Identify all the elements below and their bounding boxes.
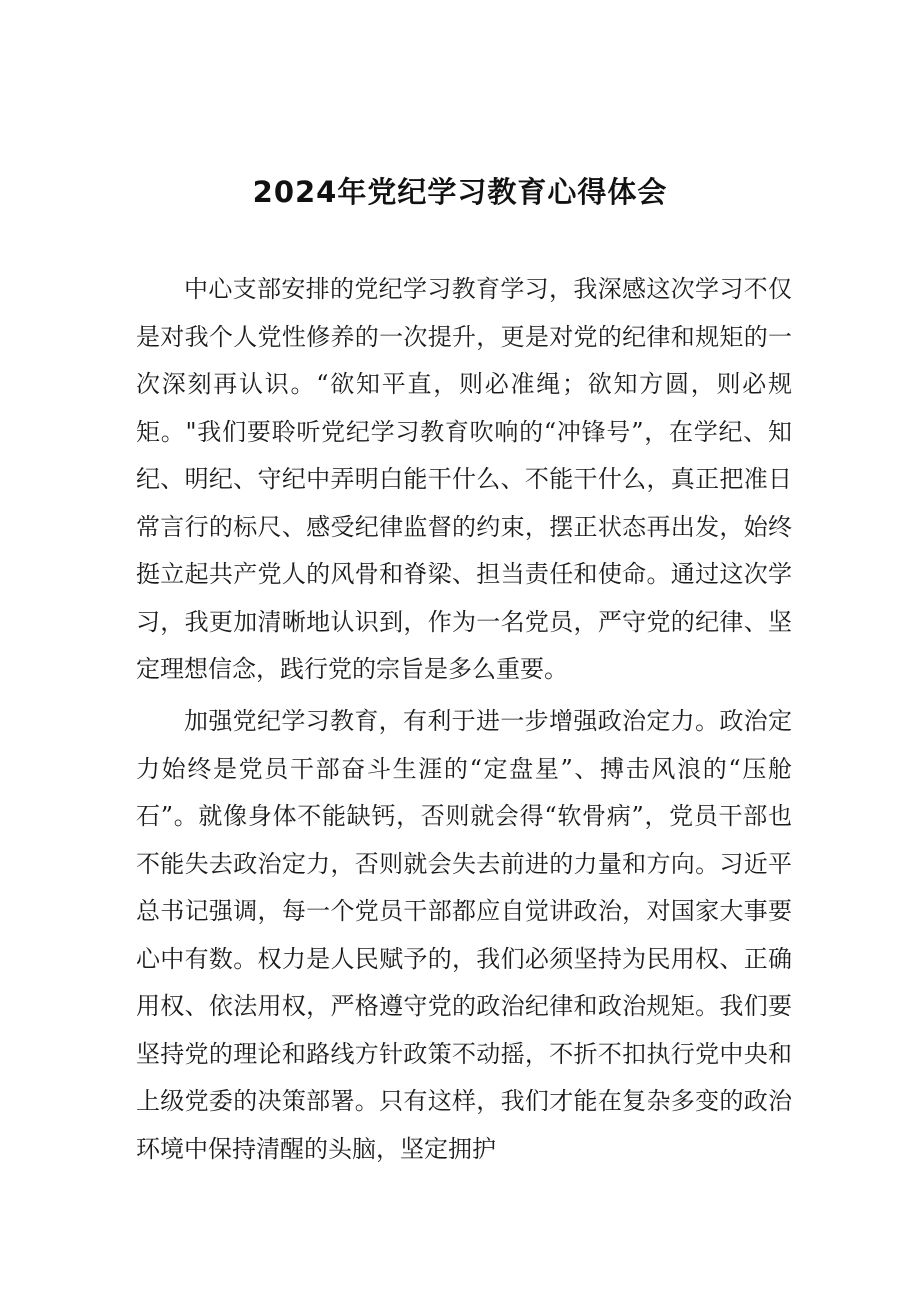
body-paragraph-2: 加强党纪学习教育，有利于进一步增强政治定力。政治定力始终是党员干部奋斗生涯的“定盘星”、搏击风浪的“压舱石”。就像身体不能缺钙，否则就会得“软骨病”，党员干部也不能失去政治定力，否则就会失去前进的力量和方向。习近平总书记强调，每一个党员干部都应自觉讲政治，对国家大事要心中有数。权力是人民赋予的，我们必须坚持为民用权、正确用权、依法用权，严格遵守党的政治纪律和政治规矩。我们要坚持党的理论和路线方针政策不动摇，不折不扣执行党中央和上级党委的决策部署。只有这样，我们才能在复杂多变的政治环境中保持清醒的头脑，坚定拥护	[136, 707, 792, 1163]
body-paragraph-1: 中心支部安排的党纪学习教育学习，我深感这次学习不仅是对我个人党性修养的一次提升，更是对党的纪律和规矩的一次深刻再认识。“欲知平直，则必准绳；欲知方圆，则必规矩。"我们要聆听党纪学习教育吹响的“冲锋号”，在学纪、知纪、明纪、守纪中弄明白能干什么、不能干什么，真正把准日常言行的标尺、感受纪律监督的约束，摆正状态再出发，始终挺立起共产党人的风骨和脊梁、担当责任和使命。通过这次学习，我更加清晰地认识到，作为一名党员，严守党的纪律、坚定理想信念，践行党的宗旨是多么重要。	[136, 275, 792, 683]
document-title: 2024年党纪学习教育心得体会	[252, 175, 668, 209]
